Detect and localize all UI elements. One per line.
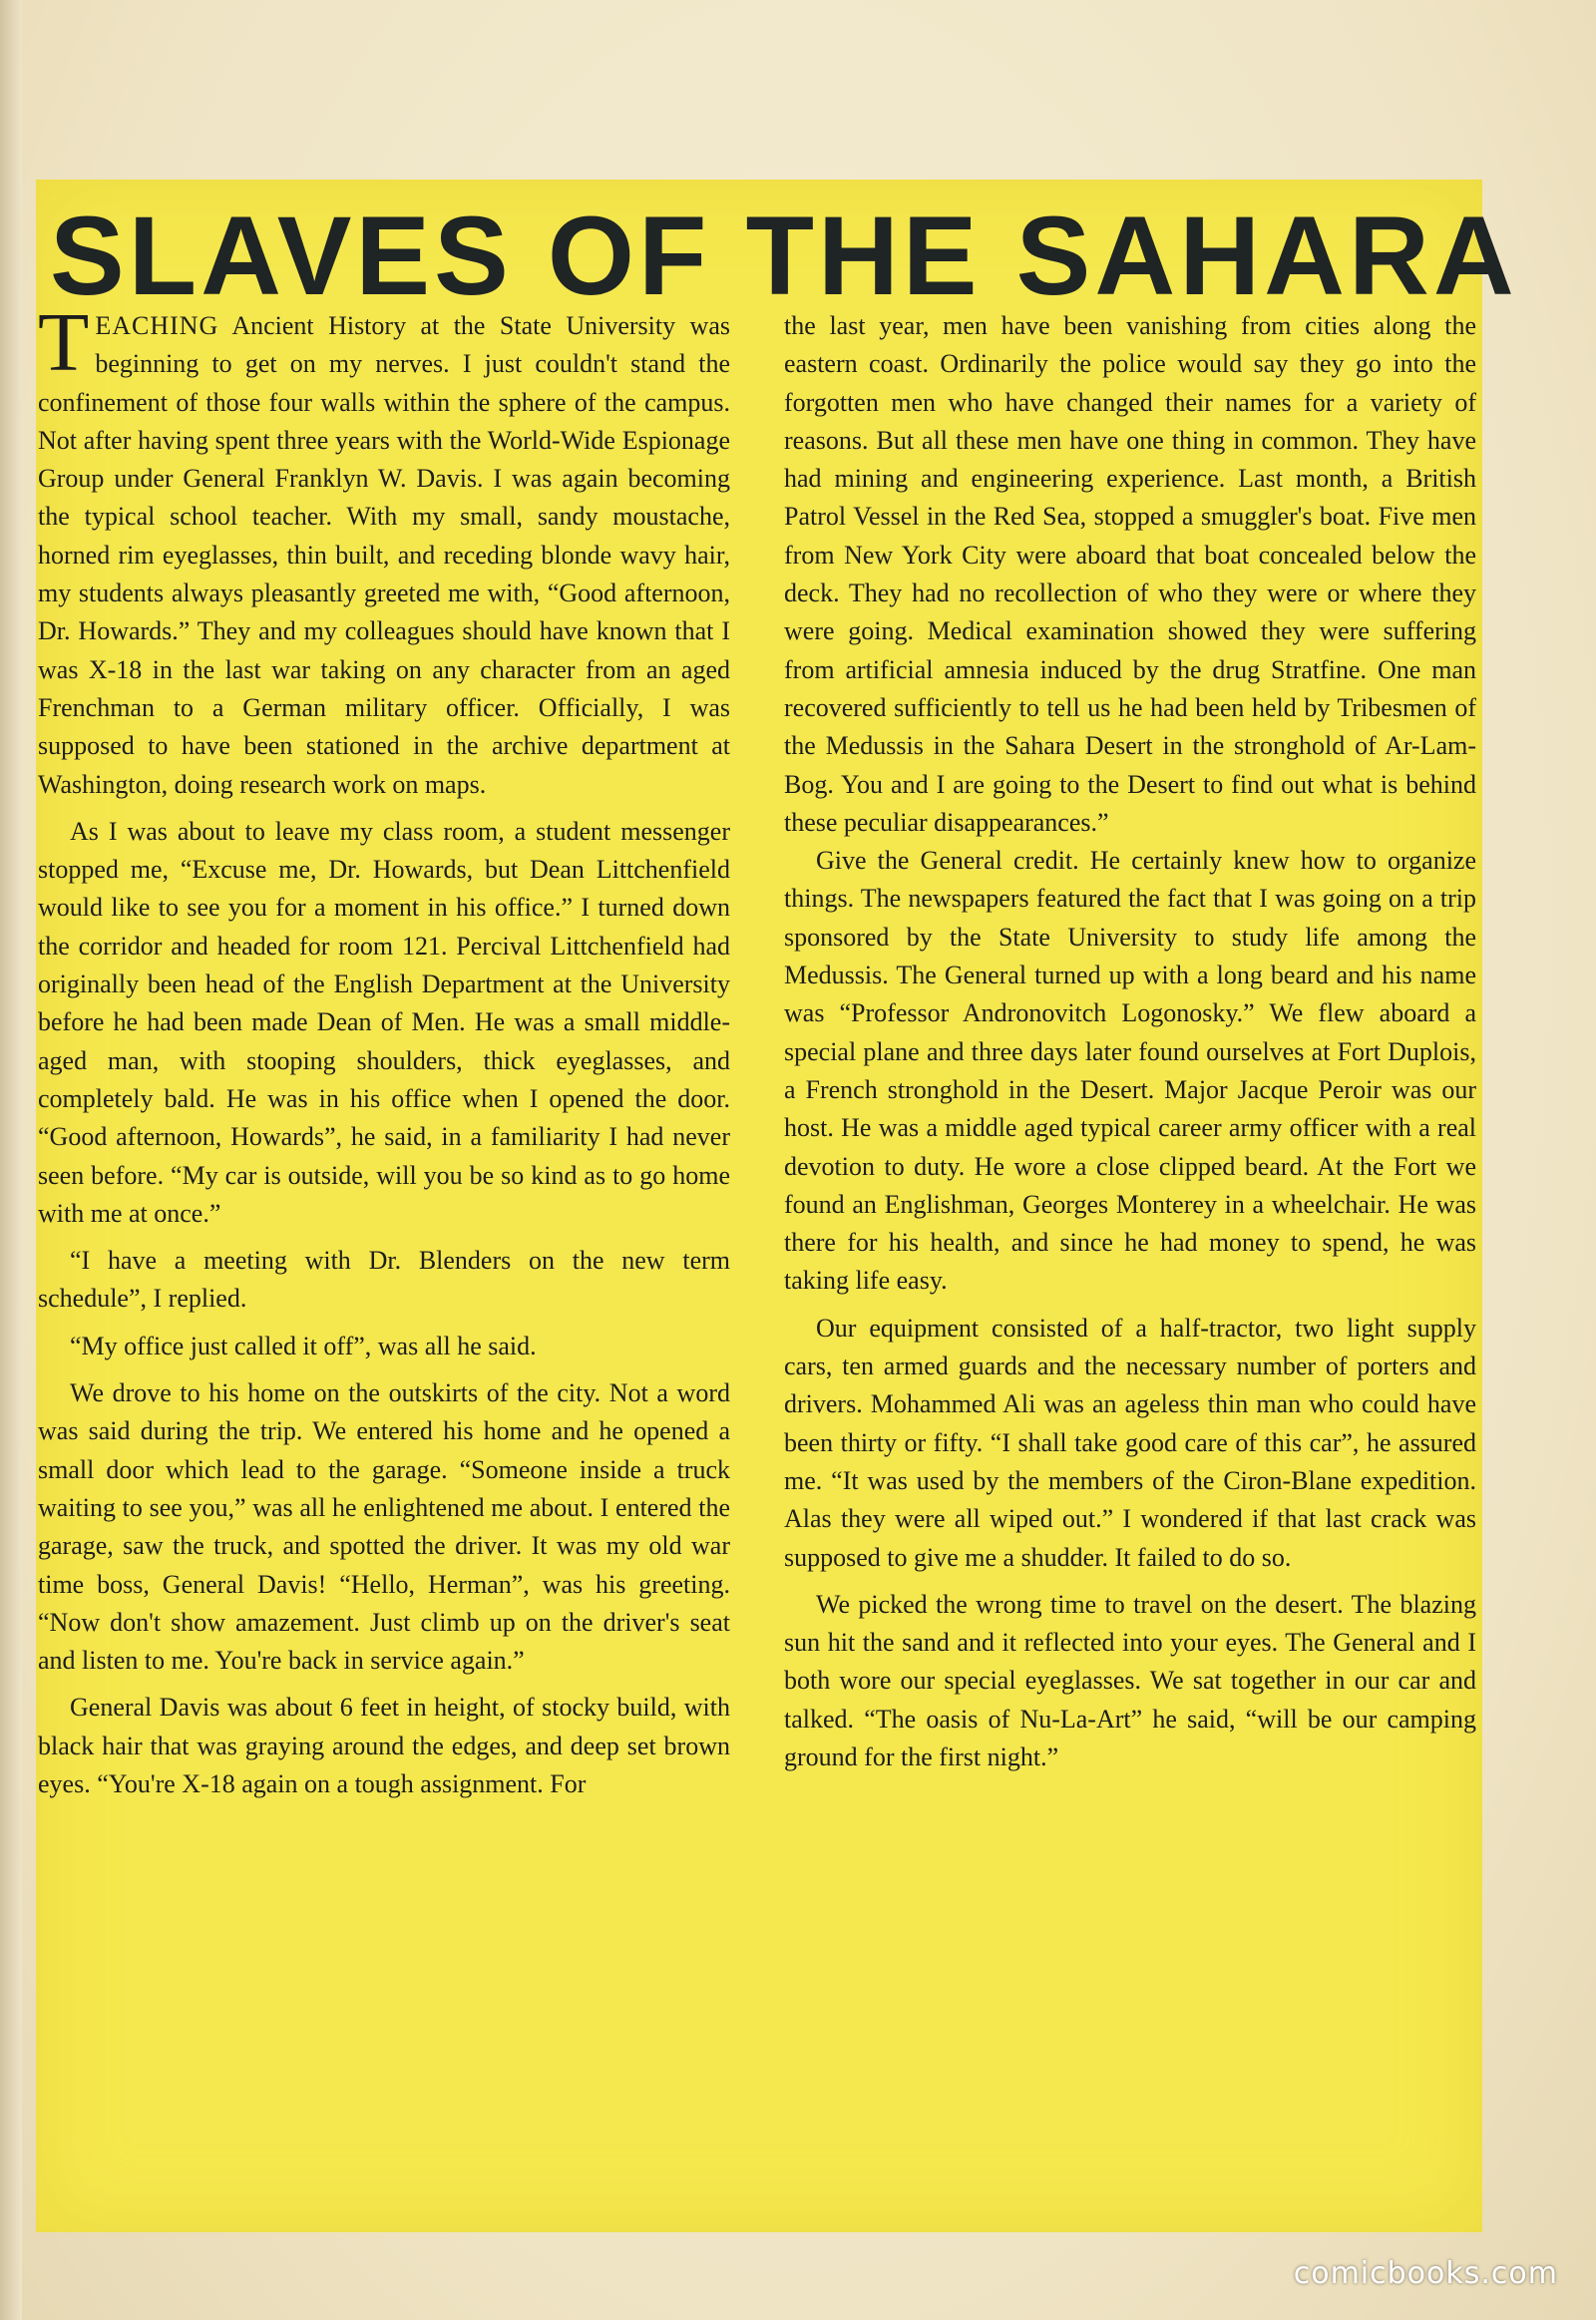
- story-title: SLAVES OF THE SAHARA: [50, 193, 1518, 318]
- opening-word: EACHING: [95, 311, 219, 340]
- paragraph: “My office just called it off”, was all he said.: [70, 1331, 537, 1360]
- paragraph: As I was about to leave my class room, a student messenger stopped me, “Excuse me, Dr. Howards, but Dean Littchenfield would like to see you for a moment in his office.” I turned down the corridor and headed for room 121. Percival Littchenfield had originally been head of the English Department at the University before he had been made Dean of Men. He was a small middle-aged man, with stooping shoulders, thick eyeglasses, and completely bald. He was in his office when I opened the door. “Good afternoon, Howards”, he said, in a familiarity I had never seen before. “My car is outside, will you be so kind as to go home with me at once.”: [38, 816, 730, 1228]
- right-column: [784, 307, 1476, 2222]
- paragraph: We drove to his home on the outskirts of the city. Not a word was said during the trip. We entered his home and he opened a small door which lead to the garage. “Someone inside a truck waiting to see you,” was all he enlightened me about. I entered the garage, saw the truck, and spotted the driver. It was my old war time boss, General Davis! “Hello, Herman”, was his greeting. “Now don't show amazement. Just climb up on the driver's seat and listen to me. You're back in service again.”: [38, 1378, 730, 1676]
- paragraph: [38, 307, 730, 804]
- paragraph: Our equipment consisted of a half-tractor, two light supply cars, ten armed guards and the necessary number of porters and drivers. Mohammed Ali was an ageless thin man who could have been thirty or fifty. “I shall take good care of this car”, he assured me. “It was used by the members of the Ciron-Blane expedition. Alas they were all wiped out.” I wondered if that last crack was supposed to give me a shudder. It failed to do so.: [784, 1313, 1476, 1572]
- paragraph-text: Ancient History at the State University was beginning to get on my nerves. I just couldn't stand the confinement of those four walls within the sphere of the campus. Not after having spent three years with the World-Wide Espionage Group under General Franklyn W. Davis. I was again becoming the typical school teacher. With my small, sandy moustache, horned rim eyeglasses, thin built, and receding blonde wavy hair, my students always pleasantly greeted me with, “Good afternoon, Dr. Howards.” They and my colleagues should have known that I was X-18 in the last war taking on any character from an aged Frenchman to a German military officer. Officially, I was supposed to have been stationed in the archive department at Washington, doing research work on maps.: [38, 311, 730, 799]
- site-watermark: comicbooks.com: [1293, 2256, 1558, 2291]
- page-binding-edge: [0, 0, 22, 2320]
- paragraph: We picked the wrong time to travel on the desert. The blazing sun hit the sand and it reflected into your eyes. The General and I both wore our special eyeglasses. We sat together in our car and talked. “The oasis of Nu-La-Art” he said, “will be our camping ground for the first night.”: [784, 1589, 1476, 1771]
- paragraph: “I have a meeting with Dr. Blenders on the new term schedule”, I replied.: [38, 1246, 730, 1314]
- paragraph: Give the General credit. He certainly knew how to organize things. The newspapers featured the fact that I was going on a trip sponsored by the State University to study life among the Medussis. The General turned up with a long beard and his name was “Professor Andronovitch Logonosky.” We flew aboard a special plane and three days later found ourselves at Fort Duplois, a French stronghold in the Desert. Major Jacque Peroir was our host. He was a middle aged typical career army officer with a real devotion to duty. He wore a close clipped beard. At the Fort we found an Englishman, Georges Monterey in a wheelchair. He was there for his health, and since he had money to spend, he was taking life easy.: [784, 846, 1476, 1296]
- paragraph: General Davis was about 6 feet in height, of stocky build, with black hair that was graying around the edges, and deep set brown eyes. “You're X-18 again on a tough assignment. For: [38, 1693, 730, 1798]
- drop-cap: T: [38, 307, 90, 389]
- paragraph: the last year, men have been vanishing from cities along the eastern coast. Ordinarily the police would say they go into the forgotten men who have changed their names for a variety of reasons. But all these men have one thing in common. They have had mining and engineering experience. Last month, a British Patrol Vessel in the Red Sea, stopped a smuggler's boat. Five men from New York City were aboard that boat concealed below the deck. They had no recollection of who they were or where they were going. Medical examination showed they were suffering from artificial amnesia induced by the drug Stratfine. One man recovered sufficiently to tell us he had been held by Tribesmen of the Medussis in the Sahara Desert in the stronghold of Ar-Lam-Bog. You and I are going to the Desert to find out what is behind these peculiar disappearances.”: [784, 311, 1476, 837]
- left-column: [38, 307, 730, 2222]
